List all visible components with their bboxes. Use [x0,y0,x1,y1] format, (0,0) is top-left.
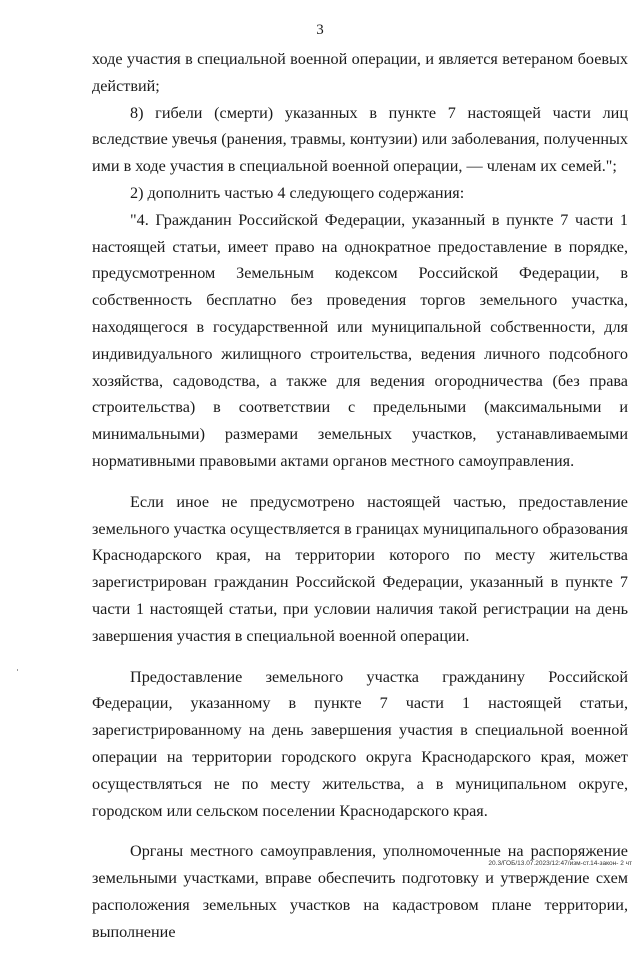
paragraph-item-8: 8) гибели (смерти) указанных в пункте 7 настоящей части лиц вследствие увечья (ранения, травмы, контузии) или заболевания, полученных ими в ходе участия в специальной военной операции, — членам их семей."; [92,103,628,176]
paragraph-local-authorities: Органы местного самоуправления, уполномоченные на распоряжение земельными участками, вправе обеспечить подготовку и утверждение схем расположения земельных участков на кадастровом плане территории, выполнение [92,842,628,941]
paragraph-amendment-2: 2) дополнить частью 4 следующего содержания: [130,183,465,202]
paragraph-part-4: "4. Гражданин Российской Федерации, указанный в пункте 7 части 1 настоящей статьи, имеет право на однократное предоставление в порядке, предусмотренном Земельным кодексом Российской Федерации, в собственность бесплатно без проведения торгов земельного участка, находящегося в государственной или муниципальной собственности, для индивидуального жилищного строительства, ведения личного подсобного хозяйства, садоводства, а также для ведения огородничества (без права строительства) в соответствии с предельными (максимальными и минимальными) размерами земельных участков, устанавливаемыми нормативными правовыми актами органов местного самоуправления. [92,210,628,470]
paragraph-continuation: ходе участия в специальной военной операции, и является ветераном боевых действий; [92,50,628,95]
paragraph-city-district: Предоставление земельного участка гражданину Российской Федерации, указанному в пункте 7 части 1 настоящей статьи, зарегистрированному на день завершения участия в специальной военной операции на территории городского округа Краснодарского края, может осуществляться не по месту жительства, а в муниципальном округе, городском или сельском поселении Краснодарского края. [92,667,628,820]
document-body [92,46,628,954]
document-footer-code: 20.3/ГОБ/13.07.2023/12:47/изм-ст.14-закон- 2 чт [488,860,632,867]
margin-mark [17,669,18,671]
paragraph-registration: Если иное не предусмотрено настоящей частью, предоставление земельного участка осуществляется в границах муниципального образования Краснодарского края, на территории которого по месту жительства зарегистрирован гражданин Российской Федерации, указанный в пункте 7 части 1 настоящей статьи, при условии наличия такой регистрации на день завершения участия в специальной военной операции. [92,492,628,645]
page-number: 3 [316,22,324,38]
